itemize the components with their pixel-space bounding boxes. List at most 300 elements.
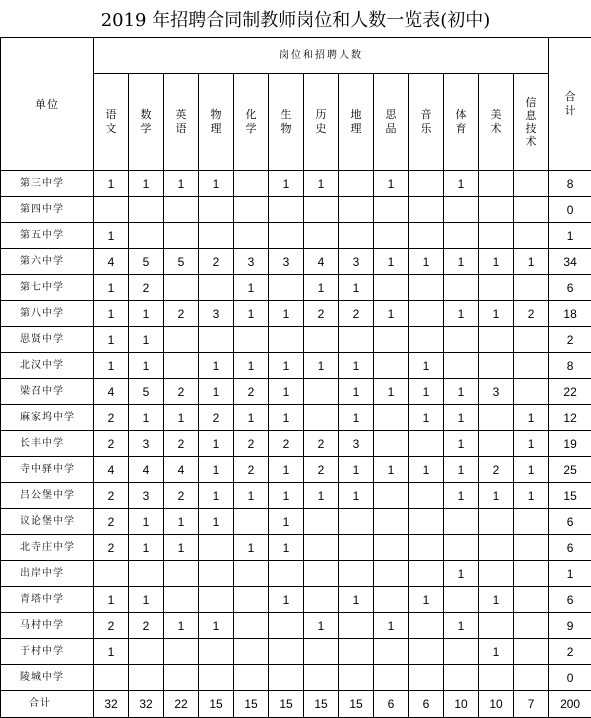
row-total: 2 bbox=[549, 639, 591, 665]
header-subject bbox=[129, 74, 164, 171]
header-total-label: 合计 bbox=[564, 90, 576, 118]
cell-count bbox=[374, 509, 409, 535]
cell-count: 4 bbox=[94, 379, 129, 405]
row-unit: 北寺庄中学 bbox=[1, 535, 94, 561]
header-subject-label: 音乐 bbox=[420, 108, 432, 136]
cell-count bbox=[409, 275, 444, 301]
table-row bbox=[1, 639, 591, 665]
cell-count bbox=[129, 561, 164, 587]
cell-count bbox=[479, 431, 514, 457]
cell-count: 1 bbox=[164, 535, 199, 561]
subject-total: 15 bbox=[199, 691, 234, 718]
row-unit: 长丰中学 bbox=[1, 431, 94, 457]
cell-count bbox=[409, 431, 444, 457]
cell-count bbox=[514, 535, 549, 561]
cell-count: 1 bbox=[129, 405, 164, 431]
cell-count: 1 bbox=[479, 587, 514, 613]
table-body bbox=[1, 171, 591, 718]
cell-count bbox=[164, 327, 199, 353]
cell-count: 1 bbox=[94, 171, 129, 197]
cell-count: 2 bbox=[269, 431, 304, 457]
cell-count: 2 bbox=[234, 457, 269, 483]
cell-count: 2 bbox=[199, 249, 234, 275]
table-row bbox=[1, 431, 591, 457]
cell-count: 3 bbox=[234, 249, 269, 275]
cell-count bbox=[514, 197, 549, 223]
cell-count: 2 bbox=[304, 301, 339, 327]
cell-count: 1 bbox=[164, 509, 199, 535]
cell-count: 2 bbox=[304, 457, 339, 483]
cell-count: 1 bbox=[339, 379, 374, 405]
cell-count: 1 bbox=[514, 457, 549, 483]
cell-count: 1 bbox=[94, 223, 129, 249]
cell-count bbox=[514, 509, 549, 535]
cell-count bbox=[269, 639, 304, 665]
table-row bbox=[1, 509, 591, 535]
cell-count: 1 bbox=[94, 587, 129, 613]
header-total bbox=[549, 38, 591, 171]
cell-count bbox=[269, 561, 304, 587]
cell-count: 1 bbox=[269, 379, 304, 405]
header-subject bbox=[94, 74, 129, 171]
subject-total: 22 bbox=[164, 691, 199, 718]
cell-count bbox=[374, 535, 409, 561]
cell-count: 1 bbox=[339, 483, 374, 509]
cell-count bbox=[269, 613, 304, 639]
cell-count bbox=[479, 353, 514, 379]
cell-count bbox=[304, 535, 339, 561]
cell-count: 2 bbox=[479, 457, 514, 483]
cell-count bbox=[444, 587, 479, 613]
cell-count: 1 bbox=[514, 483, 549, 509]
row-unit: 第四中学 bbox=[1, 197, 94, 223]
cell-count: 1 bbox=[199, 171, 234, 197]
cell-count bbox=[129, 197, 164, 223]
header-subject-label: 信息技术 bbox=[525, 96, 537, 148]
row-total: 8 bbox=[549, 353, 591, 379]
cell-count bbox=[374, 483, 409, 509]
header-subject bbox=[304, 74, 339, 171]
cell-count bbox=[339, 613, 374, 639]
cell-count bbox=[374, 327, 409, 353]
cell-count bbox=[164, 353, 199, 379]
cell-count bbox=[199, 639, 234, 665]
cell-count bbox=[479, 171, 514, 197]
cell-count: 3 bbox=[339, 249, 374, 275]
cell-count bbox=[409, 301, 444, 327]
table-row bbox=[1, 275, 591, 301]
cell-count bbox=[409, 561, 444, 587]
cell-count: 3 bbox=[269, 249, 304, 275]
row-unit: 第七中学 bbox=[1, 275, 94, 301]
cell-count bbox=[269, 275, 304, 301]
table-row bbox=[1, 587, 591, 613]
cell-count: 2 bbox=[199, 405, 234, 431]
row-unit: 第三中学 bbox=[1, 171, 94, 197]
table-row bbox=[1, 223, 591, 249]
cell-count: 2 bbox=[94, 483, 129, 509]
subject-total: 6 bbox=[374, 691, 409, 718]
cell-count: 1 bbox=[94, 327, 129, 353]
header-subject-label: 英语 bbox=[175, 108, 187, 136]
cell-count bbox=[409, 327, 444, 353]
cell-count: 5 bbox=[129, 379, 164, 405]
row-unit: 第六中学 bbox=[1, 249, 94, 275]
cell-count: 1 bbox=[234, 353, 269, 379]
cell-count: 2 bbox=[164, 431, 199, 457]
cell-count bbox=[409, 639, 444, 665]
row-unit: 寺中驿中学 bbox=[1, 457, 94, 483]
table-row bbox=[1, 353, 591, 379]
row-unit: 梁召中学 bbox=[1, 379, 94, 405]
cell-count bbox=[234, 327, 269, 353]
row-total: 25 bbox=[549, 457, 591, 483]
cell-count: 1 bbox=[409, 353, 444, 379]
cell-count bbox=[199, 535, 234, 561]
cell-count: 1 bbox=[164, 613, 199, 639]
cell-count: 1 bbox=[269, 405, 304, 431]
cell-count bbox=[199, 587, 234, 613]
cell-count: 1 bbox=[444, 379, 479, 405]
cell-count bbox=[304, 405, 339, 431]
cell-count bbox=[514, 639, 549, 665]
cell-count: 1 bbox=[199, 379, 234, 405]
row-total: 6 bbox=[549, 509, 591, 535]
cell-count bbox=[339, 197, 374, 223]
cell-count bbox=[234, 587, 269, 613]
header-subject bbox=[444, 74, 479, 171]
header-unit: 单位 bbox=[1, 38, 94, 171]
row-total: 1 bbox=[549, 561, 591, 587]
cell-count: 1 bbox=[129, 509, 164, 535]
row-total: 1 bbox=[549, 223, 591, 249]
cell-count: 1 bbox=[199, 431, 234, 457]
row-total: 19 bbox=[549, 431, 591, 457]
cell-count: 1 bbox=[409, 457, 444, 483]
cell-count: 4 bbox=[129, 457, 164, 483]
table-row bbox=[1, 405, 591, 431]
header-subject bbox=[514, 74, 549, 171]
cell-count: 1 bbox=[374, 457, 409, 483]
cell-count: 1 bbox=[199, 483, 234, 509]
header-subject-label: 地理 bbox=[350, 108, 362, 136]
cell-count: 1 bbox=[479, 639, 514, 665]
cell-count bbox=[479, 223, 514, 249]
cell-count: 1 bbox=[129, 535, 164, 561]
cell-count bbox=[444, 223, 479, 249]
cell-count bbox=[444, 639, 479, 665]
header-subject-label: 化学 bbox=[245, 108, 257, 136]
row-unit: 议论堡中学 bbox=[1, 509, 94, 535]
table-row bbox=[1, 561, 591, 587]
cell-count bbox=[514, 613, 549, 639]
page-title: 2019 年招聘合同制教师岗位和人数一览表(初中) bbox=[0, 0, 591, 37]
cell-count: 3 bbox=[479, 379, 514, 405]
cell-count: 1 bbox=[304, 483, 339, 509]
cell-count bbox=[514, 223, 549, 249]
cell-count: 3 bbox=[129, 431, 164, 457]
cell-count bbox=[304, 327, 339, 353]
cell-count bbox=[374, 353, 409, 379]
cell-count: 1 bbox=[94, 301, 129, 327]
cell-count bbox=[94, 561, 129, 587]
cell-count: 2 bbox=[94, 431, 129, 457]
cell-count: 1 bbox=[514, 405, 549, 431]
row-unit: 出岸中学 bbox=[1, 561, 94, 587]
subject-total: 15 bbox=[234, 691, 269, 718]
header-subject bbox=[234, 74, 269, 171]
cell-count: 1 bbox=[304, 353, 339, 379]
cell-count: 2 bbox=[94, 613, 129, 639]
cell-count bbox=[479, 535, 514, 561]
cell-count: 2 bbox=[339, 301, 374, 327]
cell-count bbox=[409, 223, 444, 249]
cell-count bbox=[94, 197, 129, 223]
cell-count: 1 bbox=[94, 275, 129, 301]
cell-count: 2 bbox=[164, 483, 199, 509]
subject-total: 10 bbox=[444, 691, 479, 718]
cell-count bbox=[234, 613, 269, 639]
cell-count: 1 bbox=[304, 613, 339, 639]
cell-count bbox=[374, 587, 409, 613]
cell-count bbox=[514, 171, 549, 197]
row-unit: 北汉中学 bbox=[1, 353, 94, 379]
cell-count bbox=[339, 223, 374, 249]
cell-count: 1 bbox=[164, 405, 199, 431]
cell-count: 2 bbox=[304, 431, 339, 457]
cell-count: 1 bbox=[444, 249, 479, 275]
cell-count: 1 bbox=[129, 171, 164, 197]
cell-count: 2 bbox=[94, 535, 129, 561]
cell-count: 1 bbox=[444, 613, 479, 639]
cell-count bbox=[409, 613, 444, 639]
cell-count: 1 bbox=[374, 249, 409, 275]
cell-count: 1 bbox=[339, 457, 374, 483]
cell-count: 2 bbox=[94, 509, 129, 535]
cell-count: 1 bbox=[514, 249, 549, 275]
cell-count bbox=[409, 171, 444, 197]
cell-count bbox=[304, 587, 339, 613]
cell-count: 4 bbox=[304, 249, 339, 275]
cell-count bbox=[374, 561, 409, 587]
cell-count: 1 bbox=[234, 301, 269, 327]
cell-count bbox=[479, 327, 514, 353]
header-subject-label: 历史 bbox=[315, 108, 327, 136]
cell-count bbox=[304, 379, 339, 405]
cell-count bbox=[479, 509, 514, 535]
totals-row bbox=[1, 691, 591, 718]
cell-count: 3 bbox=[339, 431, 374, 457]
cell-count: 1 bbox=[339, 405, 374, 431]
table-row bbox=[1, 197, 591, 223]
header-subject bbox=[339, 74, 374, 171]
cell-count: 1 bbox=[129, 301, 164, 327]
cell-count bbox=[409, 509, 444, 535]
header-group: 岗位和招聘人数 bbox=[94, 38, 549, 74]
cell-count: 1 bbox=[479, 249, 514, 275]
cell-count: 1 bbox=[199, 457, 234, 483]
cell-count: 1 bbox=[199, 613, 234, 639]
header-subject-label: 数学 bbox=[140, 108, 152, 136]
cell-count bbox=[304, 197, 339, 223]
cell-count: 1 bbox=[444, 171, 479, 197]
cell-count: 1 bbox=[444, 457, 479, 483]
cell-count bbox=[444, 327, 479, 353]
row-unit: 青塔中学 bbox=[1, 587, 94, 613]
cell-count: 3 bbox=[199, 301, 234, 327]
cell-count: 2 bbox=[129, 275, 164, 301]
cell-count bbox=[444, 275, 479, 301]
cell-count: 1 bbox=[444, 405, 479, 431]
cell-count bbox=[304, 561, 339, 587]
row-total: 8 bbox=[549, 171, 591, 197]
table-row bbox=[1, 457, 591, 483]
cell-count: 1 bbox=[269, 587, 304, 613]
cell-count bbox=[374, 275, 409, 301]
cell-count: 1 bbox=[409, 587, 444, 613]
cell-count bbox=[409, 535, 444, 561]
cell-count bbox=[199, 275, 234, 301]
cell-count bbox=[199, 561, 234, 587]
table-row bbox=[1, 249, 591, 275]
cell-count bbox=[304, 509, 339, 535]
cell-count bbox=[444, 509, 479, 535]
cell-count: 2 bbox=[164, 301, 199, 327]
cell-count bbox=[164, 561, 199, 587]
cell-count bbox=[164, 275, 199, 301]
row-total: 6 bbox=[549, 275, 591, 301]
cell-count bbox=[234, 561, 269, 587]
cell-count: 1 bbox=[339, 275, 374, 301]
cell-count bbox=[164, 223, 199, 249]
cell-count bbox=[234, 197, 269, 223]
subject-total: 15 bbox=[269, 691, 304, 718]
row-total: 6 bbox=[549, 587, 591, 613]
cell-count: 1 bbox=[94, 353, 129, 379]
cell-count bbox=[269, 197, 304, 223]
header-subject bbox=[374, 74, 409, 171]
cell-count: 1 bbox=[444, 483, 479, 509]
cell-count bbox=[339, 561, 374, 587]
cell-count bbox=[129, 639, 164, 665]
row-unit: 第八中学 bbox=[1, 301, 94, 327]
cell-count: 4 bbox=[164, 457, 199, 483]
cell-count: 1 bbox=[269, 301, 304, 327]
cell-count: 2 bbox=[164, 379, 199, 405]
header-subject-label: 体育 bbox=[455, 108, 467, 136]
table-row bbox=[1, 301, 591, 327]
header-subject bbox=[409, 74, 444, 171]
cell-count bbox=[479, 561, 514, 587]
cell-count bbox=[479, 197, 514, 223]
cell-count: 1 bbox=[199, 509, 234, 535]
cell-count: 1 bbox=[374, 613, 409, 639]
cell-count: 1 bbox=[269, 457, 304, 483]
cell-count bbox=[199, 197, 234, 223]
recruitment-table bbox=[0, 37, 591, 718]
cell-count: 1 bbox=[269, 171, 304, 197]
cell-count bbox=[234, 509, 269, 535]
header-subject-label: 美术 bbox=[490, 108, 502, 136]
cell-count: 1 bbox=[444, 431, 479, 457]
row-total: 34 bbox=[549, 249, 591, 275]
row-unit: 于村中学 bbox=[1, 639, 94, 665]
row-total: 12 bbox=[549, 405, 591, 431]
cell-count: 1 bbox=[514, 431, 549, 457]
cell-count: 1 bbox=[164, 171, 199, 197]
row-total: 0 bbox=[549, 197, 591, 223]
row-total: 6 bbox=[549, 535, 591, 561]
cell-count bbox=[514, 587, 549, 613]
cell-count bbox=[514, 561, 549, 587]
header-subject-label: 生物 bbox=[280, 108, 292, 136]
cell-count: 1 bbox=[269, 483, 304, 509]
cell-count bbox=[374, 639, 409, 665]
cell-count: 1 bbox=[444, 561, 479, 587]
subject-total: 6 bbox=[409, 691, 444, 718]
cell-count: 1 bbox=[234, 405, 269, 431]
cell-count: 1 bbox=[199, 353, 234, 379]
cell-count: 1 bbox=[129, 587, 164, 613]
cell-count bbox=[339, 327, 374, 353]
row-unit: 吕公堡中学 bbox=[1, 483, 94, 509]
table-row bbox=[1, 171, 591, 197]
row-total: 2 bbox=[549, 327, 591, 353]
cell-count bbox=[199, 223, 234, 249]
cell-count bbox=[479, 275, 514, 301]
cell-count bbox=[199, 327, 234, 353]
cell-count bbox=[409, 483, 444, 509]
cell-count bbox=[234, 639, 269, 665]
cell-count: 1 bbox=[94, 639, 129, 665]
cell-count bbox=[479, 405, 514, 431]
cell-count: 1 bbox=[339, 353, 374, 379]
cell-count bbox=[164, 639, 199, 665]
cell-count bbox=[514, 379, 549, 405]
cell-count bbox=[479, 613, 514, 639]
table-row bbox=[1, 379, 591, 405]
totals-label: 合计 bbox=[1, 691, 94, 718]
cell-count bbox=[129, 223, 164, 249]
cell-count: 1 bbox=[304, 171, 339, 197]
cell-count: 1 bbox=[234, 483, 269, 509]
cell-count: 1 bbox=[409, 379, 444, 405]
cell-count: 4 bbox=[94, 457, 129, 483]
cell-count bbox=[374, 197, 409, 223]
cell-count bbox=[164, 587, 199, 613]
cell-count bbox=[339, 639, 374, 665]
cell-count: 2 bbox=[94, 405, 129, 431]
cell-count bbox=[269, 223, 304, 249]
cell-count: 1 bbox=[234, 535, 269, 561]
cell-count bbox=[234, 223, 269, 249]
row-total: 15 bbox=[549, 483, 591, 509]
cell-count: 1 bbox=[374, 171, 409, 197]
row-total: 22 bbox=[549, 379, 591, 405]
cell-count bbox=[339, 509, 374, 535]
cell-count: 1 bbox=[129, 327, 164, 353]
header-subject bbox=[164, 74, 199, 171]
cell-count: 1 bbox=[409, 249, 444, 275]
cell-count: 2 bbox=[129, 613, 164, 639]
cell-count: 4 bbox=[94, 249, 129, 275]
cell-count bbox=[514, 275, 549, 301]
cell-count bbox=[374, 223, 409, 249]
grand-total: 200 bbox=[549, 691, 591, 718]
cell-count bbox=[304, 639, 339, 665]
cell-count: 1 bbox=[269, 353, 304, 379]
row-unit: 麻家坞中学 bbox=[1, 405, 94, 431]
